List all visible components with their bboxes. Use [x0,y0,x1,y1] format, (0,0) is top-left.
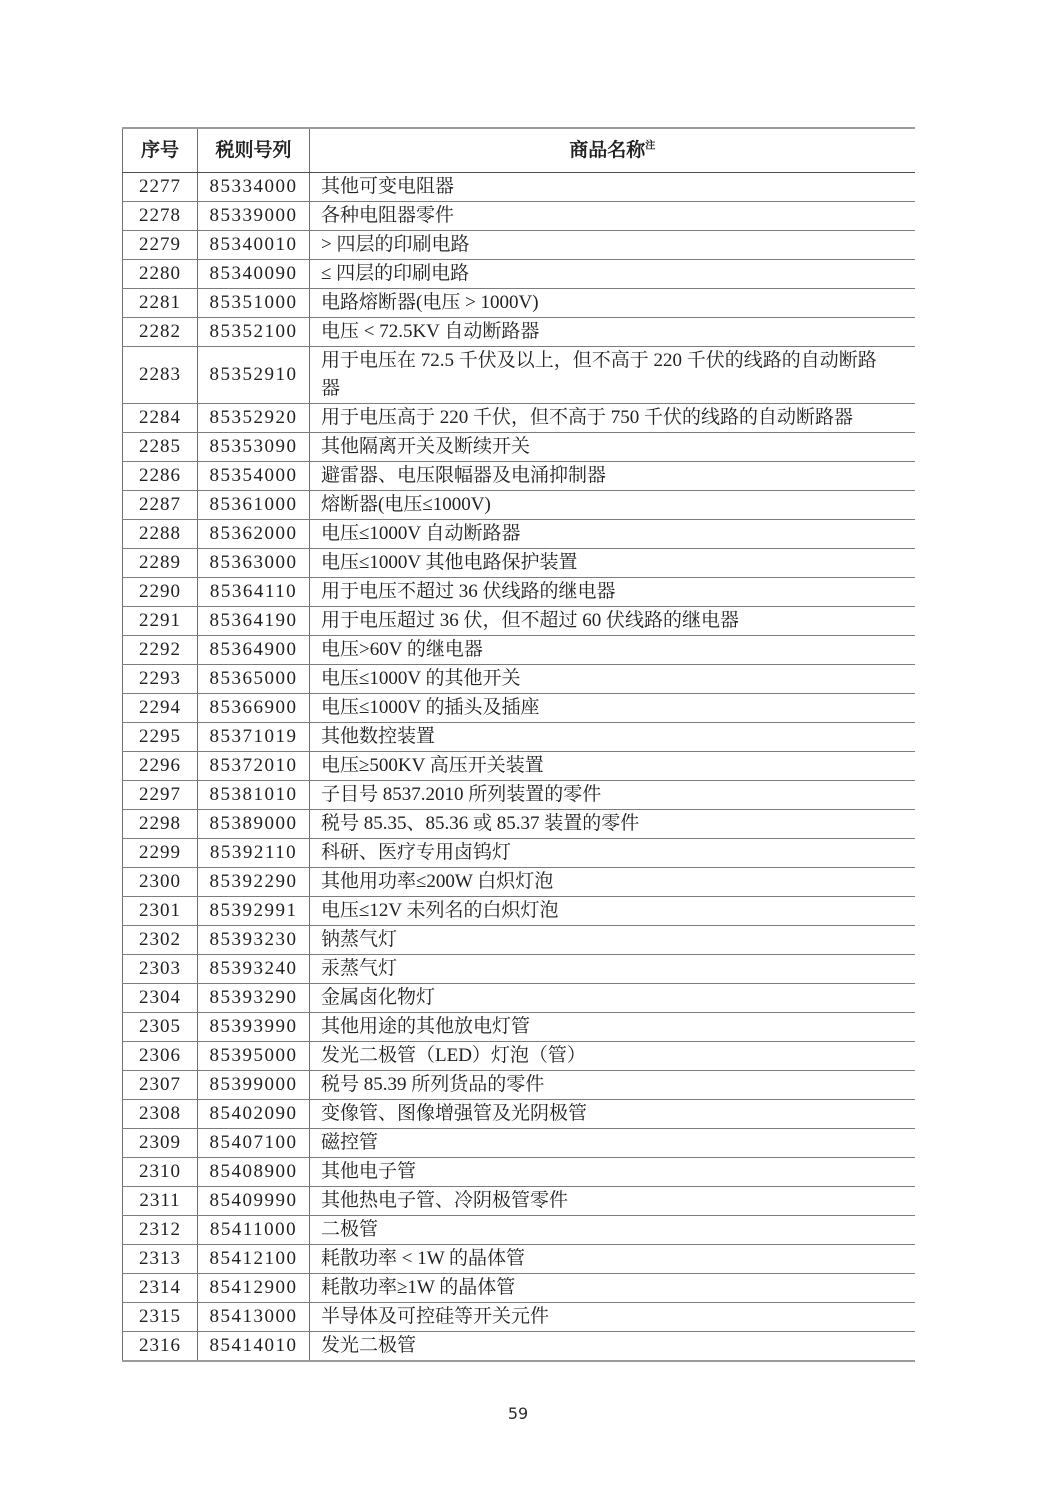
cell-seq: 2296 [123,752,198,781]
column-header-name-text: 商品名称 [569,139,646,161]
table-row [123,173,915,202]
table-row [123,549,915,578]
cell-tariff-code: 85412100 [198,1245,310,1274]
cell-product-name [310,578,915,607]
cell-product-name [310,810,915,839]
product-name-line: 耗散功率 < 1W 的晶体管 [321,1248,526,1269]
cell-seq: 2295 [123,723,198,752]
cell-product-name [310,318,915,347]
table-body [123,173,915,1362]
cell-seq: 2288 [123,520,198,549]
table-row [123,347,915,404]
cell-product-name [310,868,915,897]
table-row [123,260,915,289]
product-name-line: 避雷器、电压限幅器及电涌抑制器 [321,465,607,486]
cell-tariff-code: 85351000 [198,289,310,318]
table-row [123,289,915,318]
product-name-line: 耗散功率≥1W 的晶体管 [321,1277,516,1298]
cell-seq: 2284 [123,404,198,433]
product-name-line: 用于电压超过 36 伏，但不超过 60 伏线路的继电器 [321,610,740,631]
cell-product-name [310,289,915,318]
product-name-line: 电压≤12V 未列名的白炽灯泡 [321,900,559,921]
cell-seq: 2297 [123,781,198,810]
cell-tariff-code: 85364110 [198,578,310,607]
table-row [123,1042,915,1071]
cell-seq: 2301 [123,897,198,926]
product-name-line: 科研、医疗专用卤钨灯 [321,842,512,863]
table-row [123,984,915,1013]
cell-product-name [310,665,915,694]
cell-product-name [310,636,915,665]
cell-tariff-code: 85372010 [198,752,310,781]
cell-seq: 2280 [123,260,198,289]
table-row [123,433,915,462]
cell-tariff-code: 85393240 [198,955,310,984]
product-name-line: 子目号 8537.2010 所列装置的零件 [321,784,602,805]
cell-tariff-code: 85365000 [198,665,310,694]
product-name-line: 其他热电子管、冷阴极管零件 [321,1190,569,1211]
cell-seq: 2309 [123,1129,198,1158]
cell-seq: 2282 [123,318,198,347]
cell-product-name [310,173,915,202]
table-row [123,665,915,694]
table-row [123,868,915,897]
table-row [123,897,915,926]
product-name-line: 用于电压不超过 36 伏线路的继电器 [321,581,616,602]
table-row [123,462,915,491]
product-name-line: 电压>60V 的继电器 [321,639,483,660]
table-row [123,520,915,549]
cell-product-name [310,607,915,636]
table-row [123,781,915,810]
cell-product-name [310,781,915,810]
product-name-line: 其他电子管 [321,1161,417,1182]
product-name-line: 磁控管 [321,1132,379,1153]
cell-tariff-code: 85414010 [198,1332,310,1362]
cell-seq: 2294 [123,694,198,723]
table-row [123,926,915,955]
cell-seq: 2306 [123,1042,198,1071]
cell-tariff-code: 85381010 [198,781,310,810]
table-row [123,839,915,868]
cell-seq: 2305 [123,1013,198,1042]
table-row [123,231,915,260]
cell-seq: 2290 [123,578,198,607]
table-row [123,404,915,433]
cell-product-name [310,1100,915,1129]
cell-seq: 2310 [123,1158,198,1187]
table-row [123,723,915,752]
cell-product-name [310,1187,915,1216]
product-name-line: 电压≤1000V 的其他开关 [321,668,521,689]
cell-seq: 2298 [123,810,198,839]
cell-seq: 2299 [123,839,198,868]
cell-product-name [310,1129,915,1158]
cell-tariff-code: 85366900 [198,694,310,723]
cell-product-name [310,1332,915,1362]
cell-seq: 2314 [123,1274,198,1303]
table-row [123,694,915,723]
cell-tariff-code: 85352100 [198,318,310,347]
cell-product-name [310,1216,915,1245]
cell-tariff-code: 85393230 [198,926,310,955]
column-header-seq: 序号 [123,128,198,173]
table-row [123,752,915,781]
cell-tariff-code: 85352910 [198,347,310,404]
cell-seq: 2293 [123,665,198,694]
cell-seq: 2316 [123,1332,198,1362]
table-row [123,1216,915,1245]
cell-product-name [310,839,915,868]
table-row [123,1303,915,1332]
cell-tariff-code: 85408900 [198,1158,310,1187]
cell-product-name [310,984,915,1013]
cell-seq: 2289 [123,549,198,578]
cell-product-name [310,694,915,723]
product-name-line: 其他数控装置 [321,726,436,747]
cell-product-name [310,1245,915,1274]
cell-seq: 2285 [123,433,198,462]
cell-product-name [310,1071,915,1100]
cell-tariff-code: 85395000 [198,1042,310,1071]
cell-tariff-code: 85411000 [198,1216,310,1245]
product-name-line: 器 [321,378,341,399]
product-name-line: 各种电阻器零件 [321,205,455,226]
cell-seq: 2292 [123,636,198,665]
cell-seq: 2315 [123,1303,198,1332]
cell-tariff-code: 85393990 [198,1013,310,1042]
cell-product-name [310,955,915,984]
table-row [123,1274,915,1303]
table-row [123,1071,915,1100]
cell-seq: 2286 [123,462,198,491]
product-name-line: > 四层的印刷电路 [321,234,470,255]
table-row [123,1013,915,1042]
cell-product-name [310,520,915,549]
cell-tariff-code: 85334000 [198,173,310,202]
cell-tariff-code: 85413000 [198,1303,310,1332]
table-row [123,607,915,636]
product-name-line: 其他可变电阻器 [321,176,455,197]
cell-product-name [310,1013,915,1042]
tariff-table [122,127,915,1362]
table-row [123,1245,915,1274]
product-name-line: 电压≥500KV 高压开关装置 [321,755,544,776]
cell-tariff-code: 85392290 [198,868,310,897]
product-name-line: 金属卤化物灯 [321,987,436,1008]
cell-product-name [310,347,915,404]
cell-product-name [310,202,915,231]
cell-tariff-code: 85363000 [198,549,310,578]
cell-seq: 2277 [123,173,198,202]
product-name-line: 电压≤1000V 的插头及插座 [321,697,540,718]
cell-seq: 2283 [123,347,198,404]
cell-seq: 2281 [123,289,198,318]
product-name-line: 变像管、图像增强管及光阴极管 [321,1103,588,1124]
cell-tariff-code: 85364900 [198,636,310,665]
column-header-code: 税则号列 [198,128,310,173]
cell-product-name [310,231,915,260]
cell-seq: 2304 [123,984,198,1013]
column-header-name-note: 注 [645,140,656,152]
cell-tariff-code: 85354000 [198,462,310,491]
cell-tariff-code: 85371019 [198,723,310,752]
product-name-line: 其他隔离开关及断续开关 [321,436,531,457]
product-name-line: 发光二极管（LED）灯泡（管） [321,1045,586,1066]
table-row [123,810,915,839]
cell-seq: 2311 [123,1187,198,1216]
cell-tariff-code: 85340090 [198,260,310,289]
cell-seq: 2291 [123,607,198,636]
table-row [123,491,915,520]
cell-tariff-code: 85393290 [198,984,310,1013]
product-name-line: ≤ 四层的印刷电路 [321,263,470,284]
cell-tariff-code: 85407100 [198,1129,310,1158]
cell-tariff-code: 85361000 [198,491,310,520]
cell-tariff-code: 85409990 [198,1187,310,1216]
table-row [123,1100,915,1129]
product-name-line: 钠蒸气灯 [321,929,398,950]
column-header-name [310,128,915,173]
page-number: 59 [507,1404,529,1423]
cell-product-name [310,752,915,781]
cell-product-name [310,491,915,520]
table-row [123,955,915,984]
table-row [123,318,915,347]
cell-tariff-code: 85399000 [198,1071,310,1100]
cell-seq: 2302 [123,926,198,955]
product-name-line: 用于电压在 72.5 千伏及以上，但不高于 220 千伏的线路的自动断路 [321,350,877,371]
product-name-line: 半导体及可控硅等开关元件 [321,1306,550,1327]
table-header-row [123,128,915,173]
cell-product-name [310,723,915,752]
product-name-line: 熔断器(电压≤1000V) [321,494,491,515]
table-row [123,1332,915,1362]
cell-tariff-code: 85362000 [198,520,310,549]
table-row [123,1158,915,1187]
cell-product-name [310,260,915,289]
table-row [123,1129,915,1158]
product-name-line: 税号 85.39 所列货品的零件 [321,1074,545,1095]
cell-tariff-code: 85339000 [198,202,310,231]
table-row [123,578,915,607]
product-name-line: 电路熔断器(电压 > 1000V) [321,292,539,313]
cell-tariff-code: 85364190 [198,607,310,636]
cell-tariff-code: 85392991 [198,897,310,926]
cell-product-name [310,549,915,578]
table-row [123,636,915,665]
cell-product-name [310,926,915,955]
cell-seq: 2300 [123,868,198,897]
cell-seq: 2307 [123,1071,198,1100]
cell-tariff-code: 85402090 [198,1100,310,1129]
product-name-line: 电压 < 72.5KV 自动断路器 [321,321,540,342]
product-name-line: 用于电压高于 220 千伏，但不高于 750 千伏的线路的自动断路器 [321,407,854,428]
cell-tariff-code: 85392110 [198,839,310,868]
cell-tariff-code: 85412900 [198,1274,310,1303]
product-name-line: 汞蒸气灯 [321,958,398,979]
cell-seq: 2303 [123,955,198,984]
product-name-line: 二极管 [321,1219,379,1240]
cell-tariff-code: 85389000 [198,810,310,839]
product-name-line: 电压≤1000V 其他电路保护装置 [321,552,578,573]
cell-seq: 2312 [123,1216,198,1245]
cell-seq: 2278 [123,202,198,231]
product-name-line: 电压≤1000V 自动断路器 [321,523,521,544]
cell-tariff-code: 85340010 [198,231,310,260]
cell-tariff-code: 85353090 [198,433,310,462]
cell-product-name [310,1303,915,1332]
cell-product-name [310,1042,915,1071]
cell-product-name [310,433,915,462]
cell-seq: 2313 [123,1245,198,1274]
cell-seq: 2287 [123,491,198,520]
product-name-line: 发光二极管 [321,1335,417,1356]
table-row [123,1187,915,1216]
product-name-line: 税号 85.35、85.36 或 85.37 装置的零件 [321,813,640,834]
product-name-line: 其他用功率≤200W 白炽灯泡 [321,871,554,892]
product-name-line: 其他用途的其他放电灯管 [321,1016,531,1037]
cell-seq: 2279 [123,231,198,260]
cell-product-name [310,897,915,926]
cell-product-name [310,1158,915,1187]
cell-tariff-code: 85352920 [198,404,310,433]
cell-product-name [310,462,915,491]
table-row [123,202,915,231]
cell-seq: 2308 [123,1100,198,1129]
cell-product-name [310,1274,915,1303]
cell-product-name [310,404,915,433]
